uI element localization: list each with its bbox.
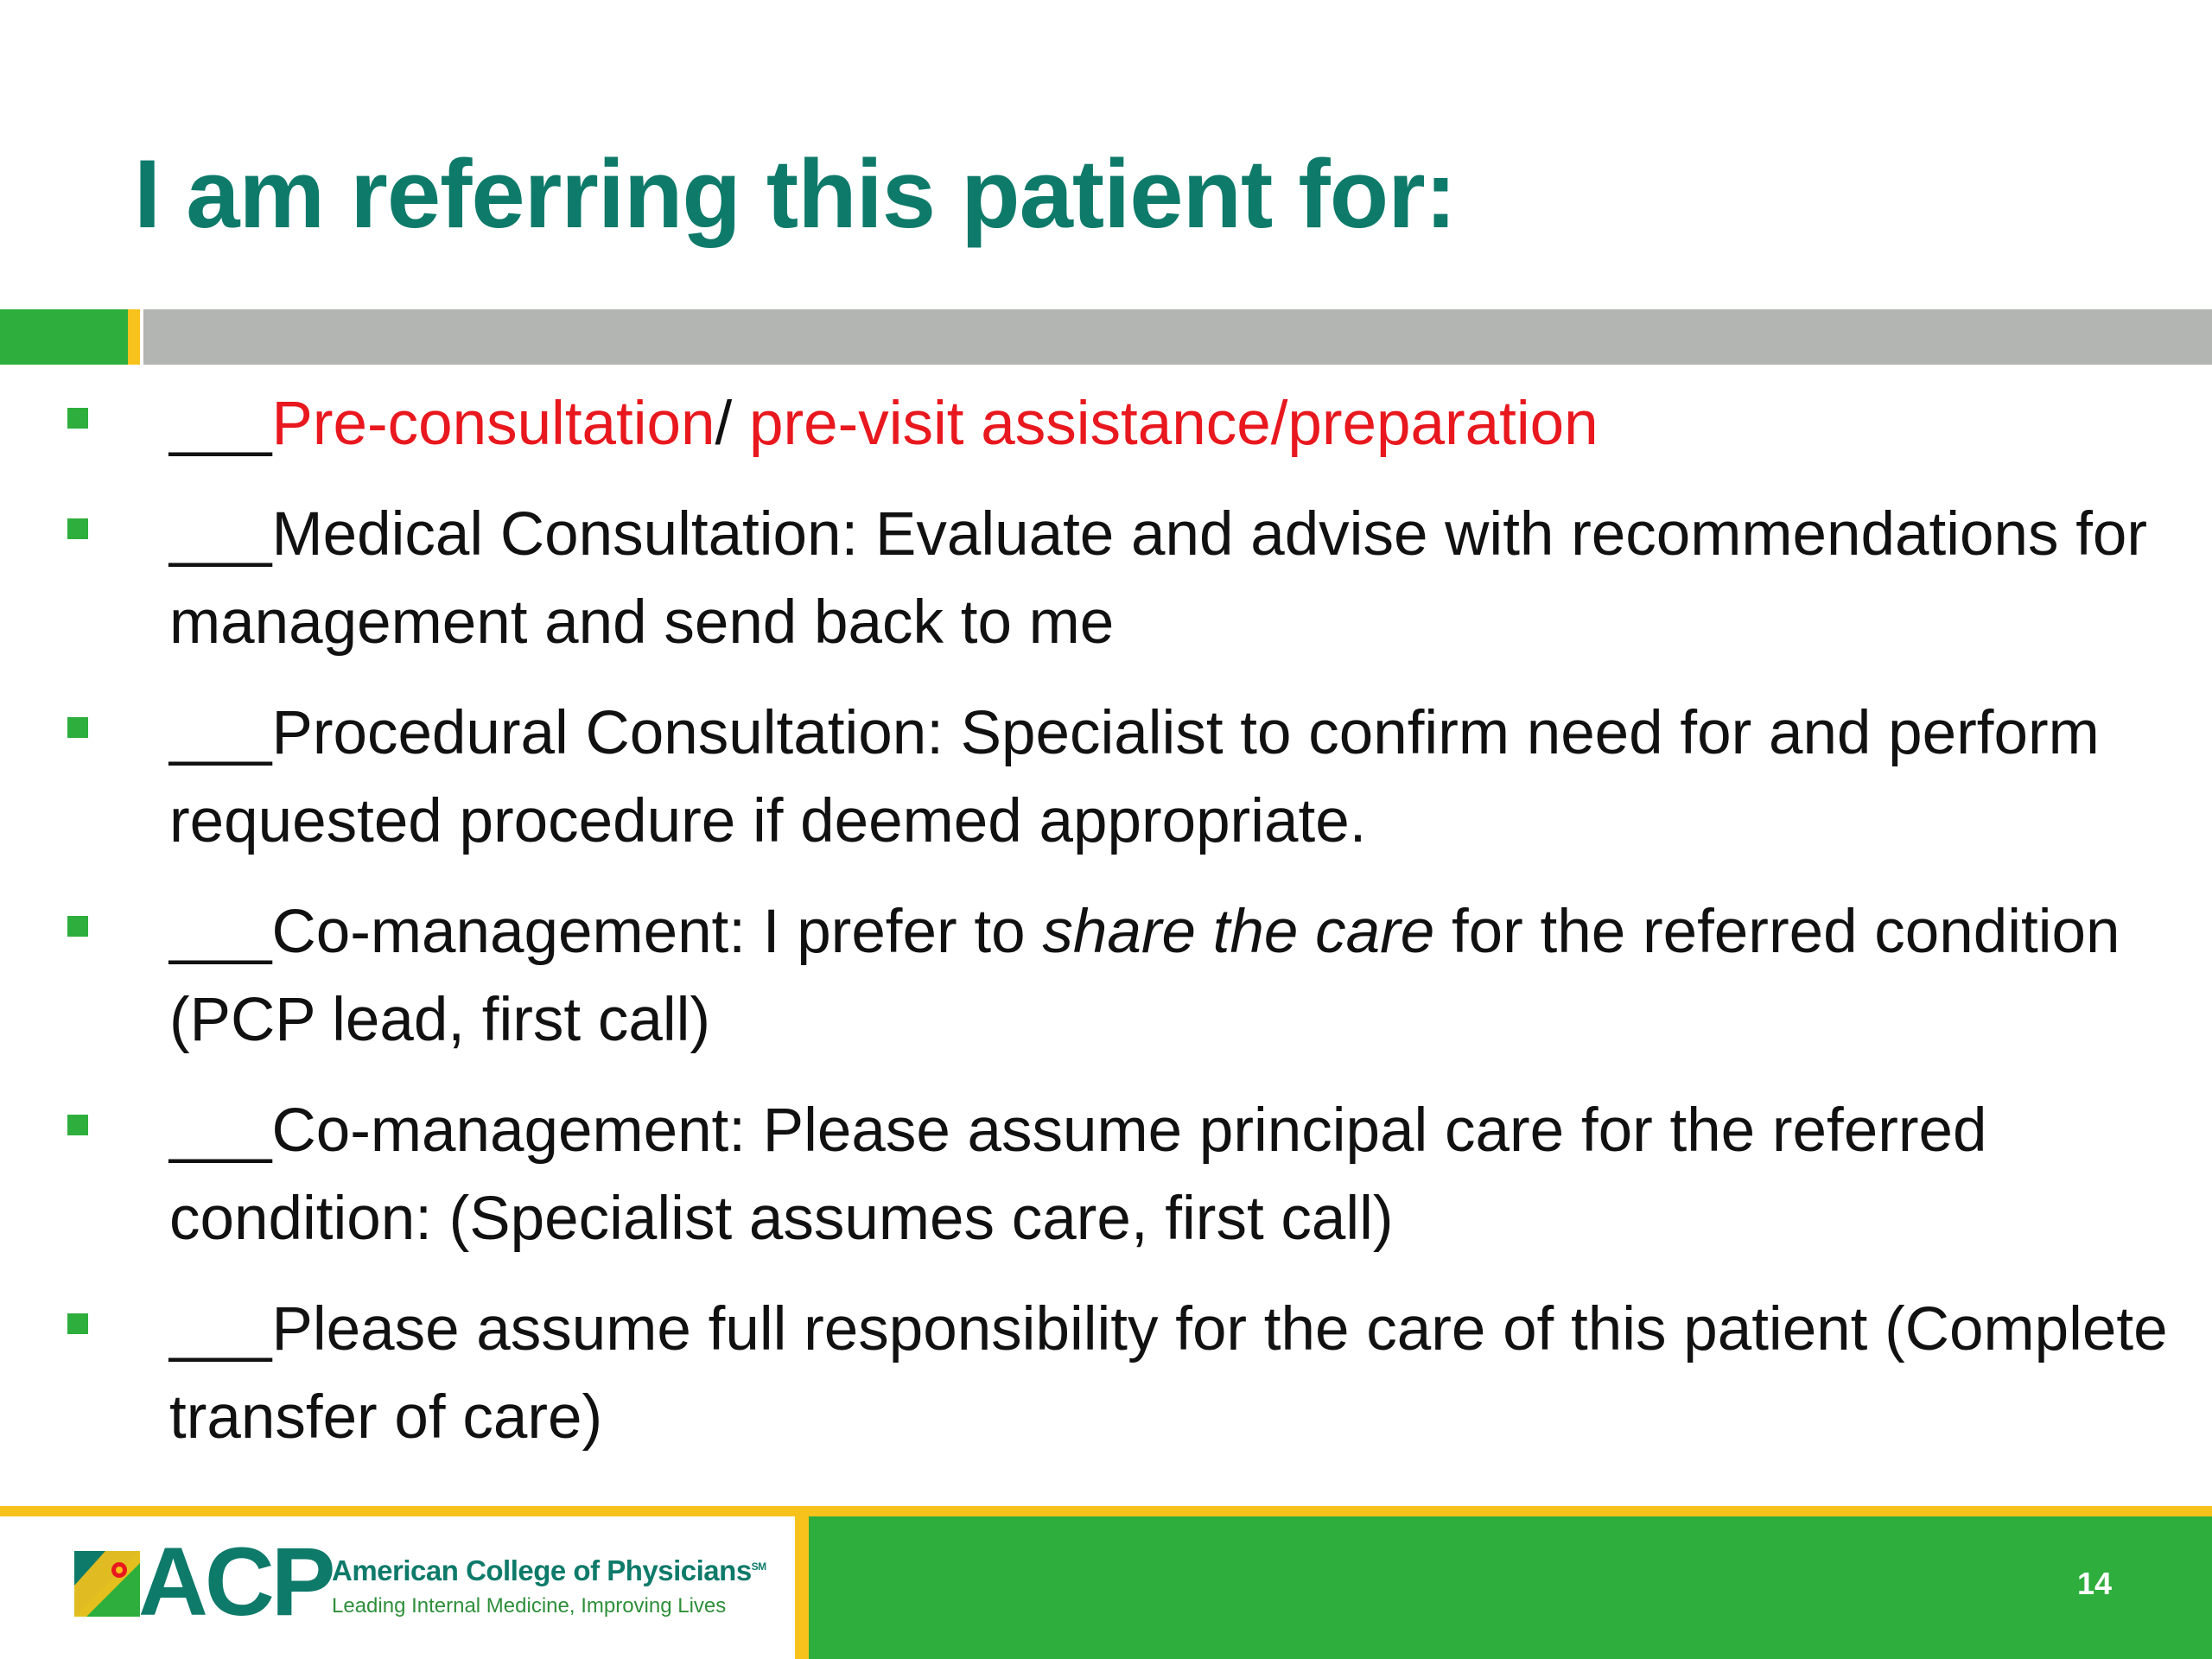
item-blank: ___ (169, 390, 272, 458)
list-item-procedural-consultation (0, 690, 2212, 866)
logo-tagline: Leading Internal Medicine, Improving Lives (332, 1594, 727, 1618)
item-text-emphasis: share the care (1042, 898, 1435, 966)
list-item-co-management-principal (0, 1087, 2212, 1263)
footer-top-rule (0, 1506, 2212, 1516)
logo-org-name (332, 1554, 766, 1587)
square-bullet-icon (67, 717, 88, 738)
square-bullet-icon (67, 1115, 88, 1135)
item-pre-visit-label: pre-visit assistance/preparation (748, 390, 1599, 458)
item-pre-consultation-label: Pre-consultation (271, 390, 715, 458)
page-number: 14 (2076, 1566, 2112, 1601)
item-text: ___Medical Consultation: Evaluate and advise with recommendations for management and send back to me (169, 500, 2148, 657)
square-bullet-icon (67, 518, 88, 539)
logo-trademark: SM (751, 1560, 766, 1573)
title-rule-green-segment (0, 309, 128, 365)
list-item-co-management-share (0, 888, 2212, 1065)
acp-emblem-icon (74, 1551, 140, 1617)
slide-title: I am referring this patient for: (134, 140, 1456, 248)
list-item-pre-consultation (0, 380, 2212, 468)
item-separator: / (715, 390, 749, 458)
logo-acp-letters: ACP (138, 1528, 333, 1636)
title-rule-yellow-segment (128, 309, 140, 365)
square-bullet-icon (67, 408, 88, 429)
footer-green-panel (809, 1516, 2212, 1659)
square-bullet-icon (67, 1313, 88, 1334)
footer-divider (795, 1516, 809, 1659)
acp-logo (74, 1528, 766, 1636)
item-text: ___Co-management: Please assume principal care for the referred condition: (Specialist assumes care, first call) (169, 1096, 1987, 1253)
logo-org-name-text: American College of Physicians (332, 1554, 752, 1586)
item-text-pre: ___Co-management: I prefer to (169, 898, 1043, 966)
title-rule-gray-segment (143, 309, 2212, 365)
bullet-list (0, 380, 2212, 1484)
list-item-full-transfer (0, 1286, 2212, 1462)
list-item-medical-consultation (0, 491, 2212, 667)
item-text: ___Please assume full responsibility for the care of this patient (Complete transfer of care) (169, 1295, 2168, 1452)
item-text-post: for the referred condition (PCP lead, first call) (169, 898, 2120, 1054)
square-bullet-icon (67, 916, 88, 937)
item-text: ___Procedural Consultation: Specialist to confirm need for and perform requested procedure if deemed appropriate. (169, 699, 2100, 855)
